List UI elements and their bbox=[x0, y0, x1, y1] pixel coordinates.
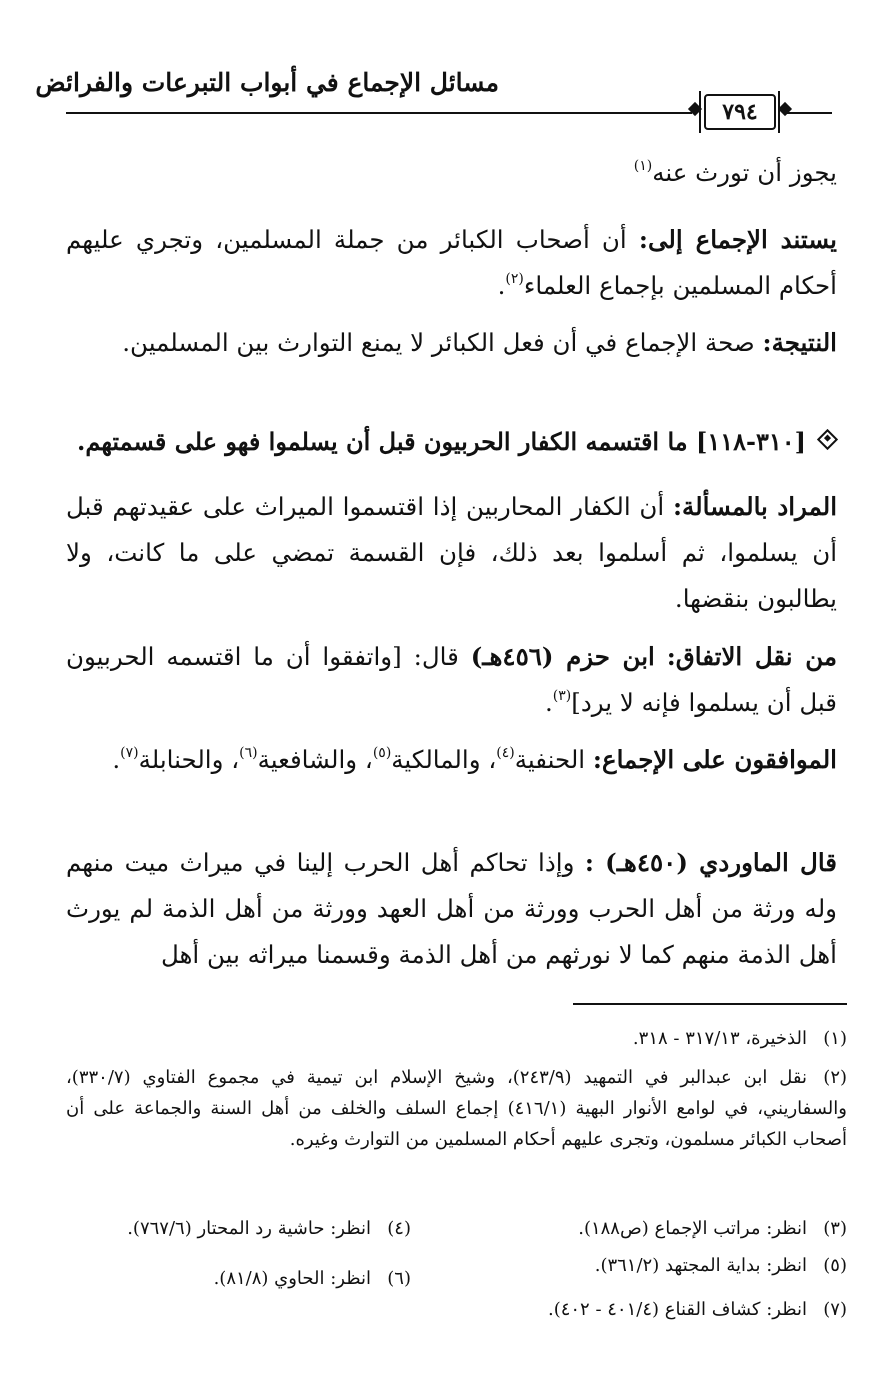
footnote-ref: (٥) bbox=[372, 745, 392, 761]
page-number: ٧٩٤ bbox=[704, 94, 776, 130]
footnote-ref: (١) bbox=[633, 158, 653, 174]
madhhab-shafii: ، والشافعية bbox=[257, 745, 373, 774]
natija-text: صحة الإجماع في أن فعل الكبائر لا يمنع التوارث بين المسلمين. bbox=[122, 328, 755, 357]
footnote-text: انظر: حاشية رد المحتار (٧٦٧/٦). bbox=[127, 1218, 371, 1239]
istinad-label: يستند الإجماع إلى: bbox=[638, 225, 837, 254]
paragraph-mawardi bbox=[66, 840, 837, 978]
paragraph-murad bbox=[66, 484, 837, 622]
footnote-text: الذخيرة، ٣١٧/١٣ - ٣١٨. bbox=[632, 1028, 807, 1049]
header-rule bbox=[784, 112, 832, 114]
footnote-5 bbox=[437, 1250, 847, 1281]
naql-name: ابن حزم (٤٥٦هـ) bbox=[470, 642, 655, 671]
footnote-2 bbox=[66, 1062, 847, 1155]
footnote-text: انظر: كشاف القناع (٤٠١/٤ - ٤٠٢). bbox=[547, 1299, 807, 1320]
paragraph-istinad: يستند الإجماع إلى: أن أصحاب الكبائر من جملة المسلمين، وتجري عليهم أحكام المسلمين بإجماع العلماء$^{(٢)}$. bbox=[66, 225, 837, 300]
naql-text: قال: [واتفقوا أن ما اقتسمه الحربيون قبل أن يسلموا فإنه لا يرد] bbox=[66, 642, 837, 717]
paragraph-natija bbox=[66, 320, 837, 366]
footnote-number: (٤) bbox=[387, 1218, 411, 1239]
paragraph-muwafiqun: الموافقون على الإجماع: الحنفية$^{(٤)}$، والمالكية$^{(٥)}$، والشافعية$^{(٦)}$، والحنابلة$^{(٧)}$. bbox=[112, 745, 837, 774]
header-rule bbox=[66, 112, 692, 114]
footnote-ref: (٤) bbox=[496, 745, 515, 761]
diamond-bullet-icon bbox=[817, 429, 838, 450]
madhhab-hanbali: ، والحنابلة bbox=[138, 745, 240, 774]
footnote-1 bbox=[66, 1023, 847, 1054]
footnote-ref: (٢) bbox=[505, 271, 524, 287]
paragraph-naql: من نقل الاتفاق: ابن حزم (٤٥٦هـ) قال: [واتفقوا أن ما اقتسمه الحربيون قبل أن يسلموا فإنه لا يرد]$^{(٣)}$. bbox=[66, 642, 838, 717]
footnote-text: نقل ابن عبدالبر في التمهيد (٢٤٣/٩)، وشيخ الإسلام ابن تيمية في مجموع الفتاوي (٣٣٠/٧)، والسفاريني، في لوامع الأنوار البهية (٤١٦/١) إجماع السلف والخلف من أهل السنة والجماعة على أن أصحاب الكبائر مسلمون، وتجرى عليهم أحكام المسلمين من التوارث وغيره. bbox=[66, 1067, 847, 1150]
footnote-ref: (٣) bbox=[552, 688, 572, 704]
footnote-text: انظر: الحاوي (٨١/٨). bbox=[213, 1268, 371, 1289]
footnote-number: (٣) bbox=[823, 1218, 847, 1239]
murad-text: أن الكفار المحاربين إذا اقتسموا الميراث على عقيدتهم قبل أن يسلموا، ثم أسلموا بعد ذلك، فإن القسمة تمضي على ما كانت، ولا يطالبون بنقضها. bbox=[66, 492, 837, 613]
madhhab-hanafi: الحنفية bbox=[514, 745, 586, 774]
footnote-ref: (٧) bbox=[120, 745, 139, 761]
footnote-7 bbox=[347, 1294, 847, 1325]
footnote-6 bbox=[51, 1263, 411, 1294]
naql-label: من نقل الاتفاق: bbox=[666, 642, 838, 671]
mawardi-text: وإذا تحاكم أهل الحرب إلينا في ميراث ميت منهم وله ورثة من أهل الحرب وورثة من أهل العهد وورثة من أهل الذمة لم يورث أهل الذمة منهم كما لا نورثهم من أهل الذمة وقسمنا ميراثه بين أهل bbox=[66, 848, 837, 969]
madhhab-maliki: ، والمالكية bbox=[391, 745, 497, 774]
text: يجوز أن تورث عنه bbox=[652, 158, 837, 187]
footnote-text: انظر: بداية المجتهد (٣٦١/٢). bbox=[594, 1255, 807, 1276]
murad-label: المراد بالمسألة: bbox=[672, 492, 838, 521]
issue-heading bbox=[77, 427, 835, 456]
footnote-number: (٦) bbox=[387, 1268, 411, 1289]
istinad-text: أن أصحاب الكبائر من جملة المسلمين، وتجري عليهم أحكام المسلمين بإجماع العلماء bbox=[66, 225, 837, 300]
muwafiqun-label: الموافقون على الإجماع: bbox=[592, 745, 837, 774]
footnote-separator bbox=[573, 1003, 847, 1005]
running-header-title: مسائل الإجماع في أبواب التبرعات والفرائض bbox=[35, 68, 499, 97]
footnote-text: انظر: مراتب الإجماع (ص١٨٨). bbox=[578, 1218, 807, 1239]
footnote-3 bbox=[437, 1213, 847, 1244]
footnote-number: (١) bbox=[823, 1028, 847, 1049]
issue-heading-text: [٣١٠-١١٨] ما اقتسمه الكفار الحربيون قبل أن يسلموا فهو على قسمتهم. bbox=[77, 427, 806, 456]
footnote-ref: (٦) bbox=[239, 745, 258, 761]
footnote-number: (٥) bbox=[823, 1255, 847, 1276]
mawardi-label: قال الماوردي (٤٥٠هـ) : bbox=[584, 848, 837, 877]
footnote-number: (٢) bbox=[823, 1067, 848, 1088]
footnote-number: (٧) bbox=[823, 1299, 847, 1320]
paragraph-intro bbox=[66, 150, 837, 196]
footnote-4 bbox=[51, 1213, 411, 1244]
natija-label: النتيجة: bbox=[762, 328, 837, 357]
